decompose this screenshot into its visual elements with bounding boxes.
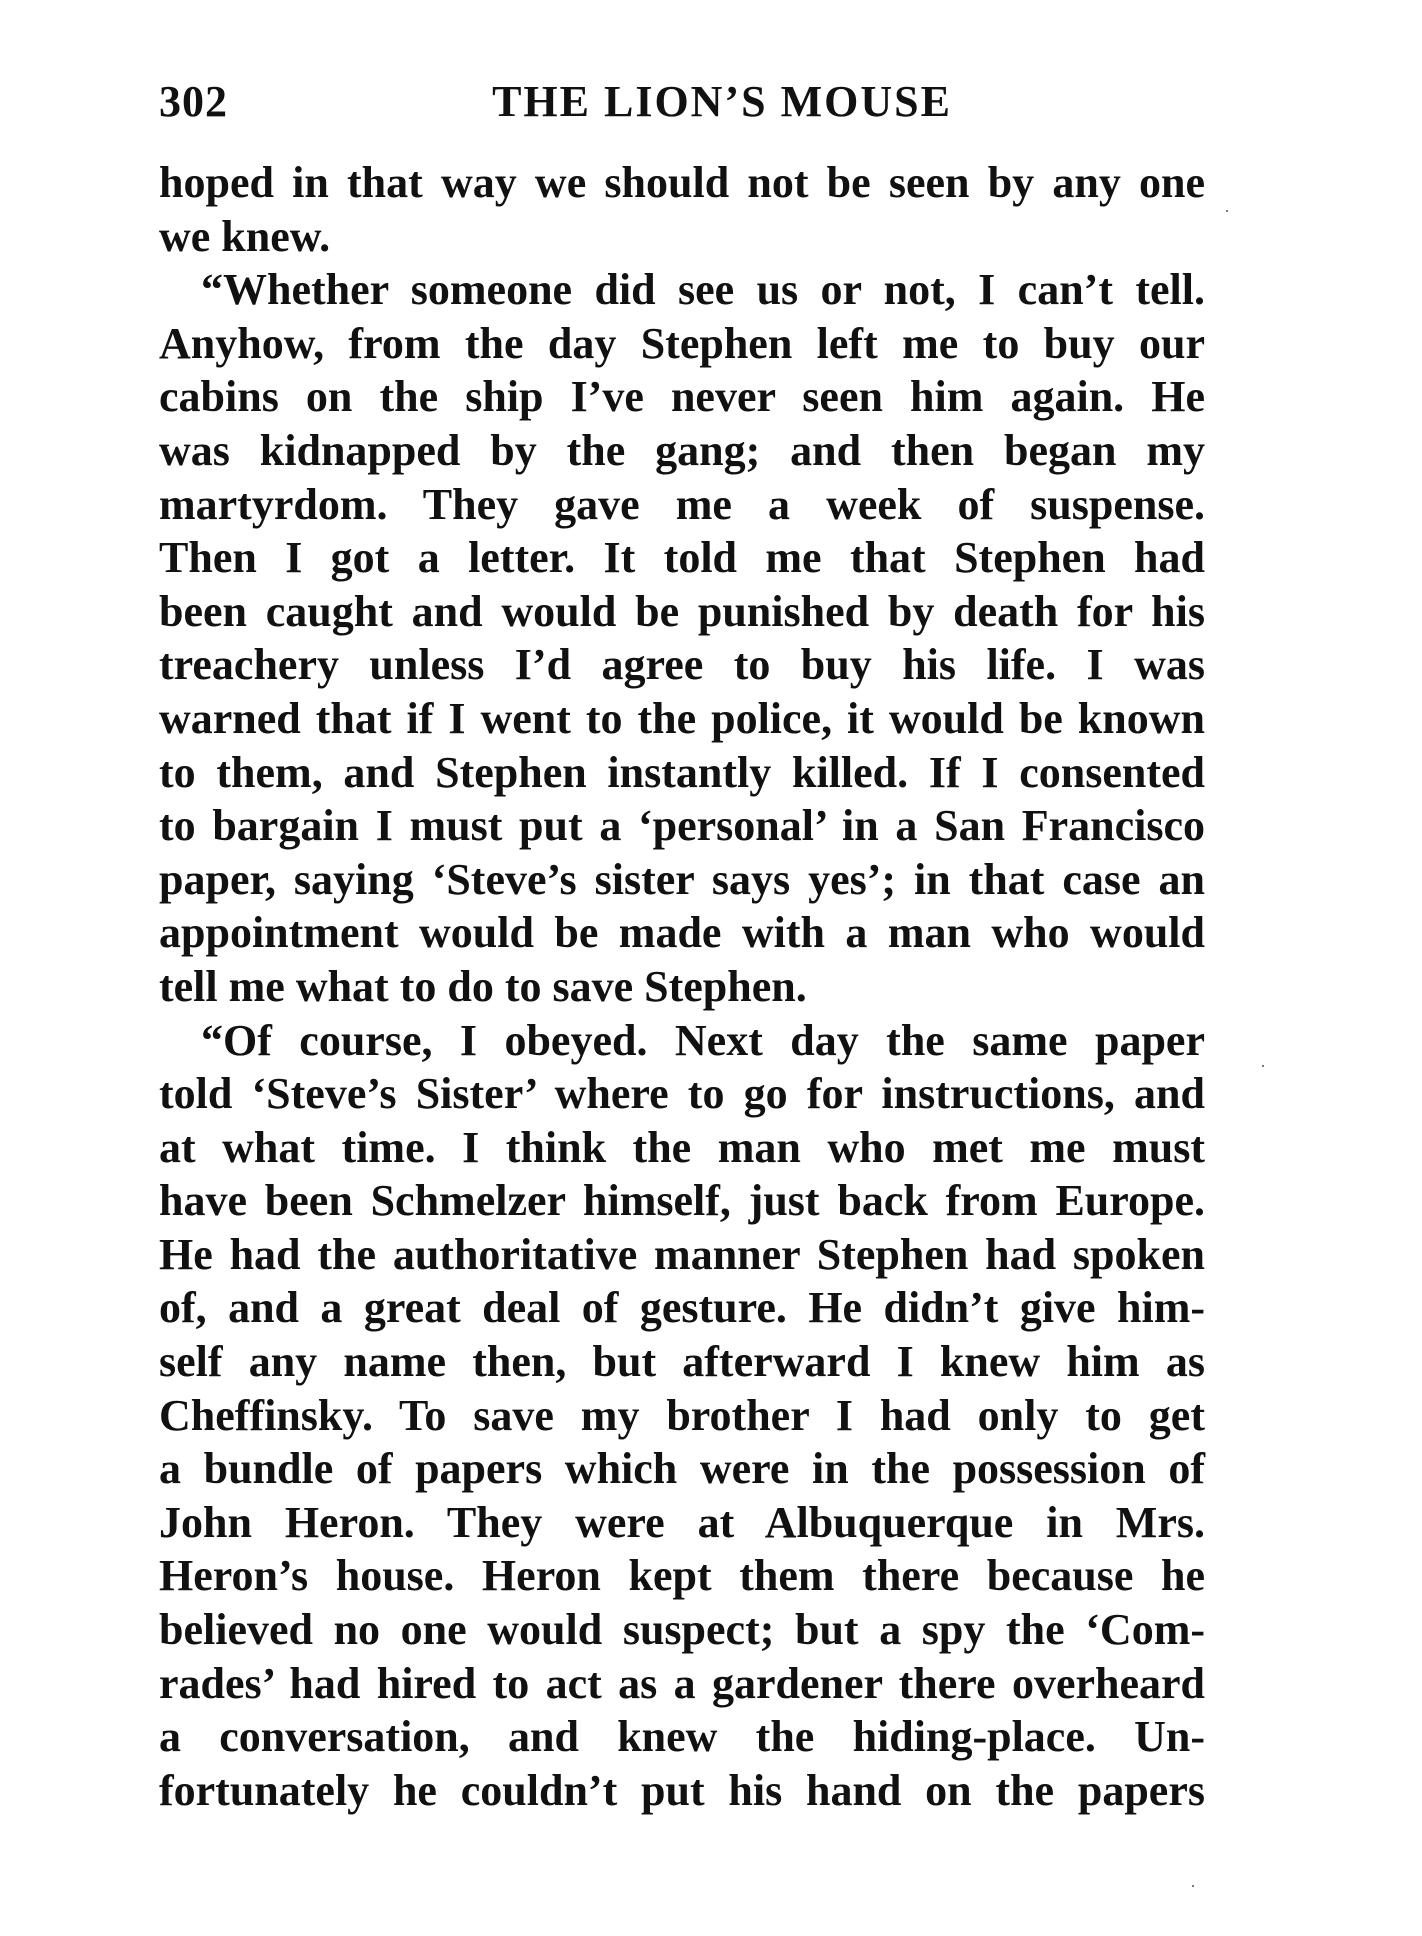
text-line: cabins on the ship I’ve never seen him again. He (159, 372, 1205, 422)
body-text (159, 156, 1205, 1817)
text-line: He had the authoritative manner Stephen had spoken (159, 1229, 1205, 1279)
text-line: a conversation, and knew the hiding-place. Un- (159, 1712, 1205, 1762)
text-line: to bargain I must put a ‘personal’ in a San Francisco (159, 801, 1205, 851)
text-line: “Of course, I obeyed. Next day the same paper (201, 1015, 1205, 1065)
text-line: Heron’s house. Heron kept them there because he (159, 1551, 1205, 1601)
text-line: to them, and Stephen instantly killed. If I consented (159, 747, 1205, 797)
text-line: was kidnapped by the gang; and then began my (159, 425, 1205, 475)
text-line: martyrdom. They gave me a week of suspense. (159, 479, 1205, 529)
text-line: treachery unless I’d agree to buy his life. I was (159, 640, 1205, 690)
scan-speck (1192, 1885, 1194, 1887)
text-line: believed no one would suspect; but a spy the ‘Com- (159, 1605, 1205, 1655)
text-line: have been Schmelzer himself, just back from Europe. (159, 1176, 1205, 1226)
page-number: 302 (159, 77, 228, 126)
scan-speck (1226, 210, 1228, 212)
text-line: Then I got a letter. It told me that Stephen had (159, 533, 1205, 583)
book-title: THE LION’S MOUSE (492, 77, 952, 126)
text-line: fortunately he couldn’t put his hand on the papers (159, 1765, 1205, 1815)
running-head (159, 76, 1205, 134)
text-line: been caught and would be punished by death for his (159, 586, 1205, 636)
text-line: John Heron. They were at Albuquerque in Mrs. (159, 1497, 1205, 1547)
text-line: appointment would be made with a man who would (159, 908, 1205, 958)
text-line: tell me what to do to save Stephen. (159, 961, 807, 1011)
text-line: paper, saying ‘Steve’s sister says yes’; in that case an (159, 854, 1205, 904)
text-line: at what time. I think the man who met me must (159, 1122, 1205, 1172)
text-line: we knew. (159, 211, 331, 261)
text-line: hoped in that way we should not be seen by any one (159, 158, 1205, 207)
scan-speck (1262, 1065, 1264, 1067)
text-line: warned that if I went to the police, it would be known (159, 693, 1205, 743)
text-line: rades’ had hired to act as a gardener there overheard (159, 1658, 1205, 1708)
text-line: Anyhow, from the day Stephen left me to buy our (159, 318, 1205, 368)
text-line: “Whether someone did see us or not, I can’t tell. (201, 265, 1205, 315)
text-line: of, and a great deal of gesture. He didn’t give him- (159, 1283, 1205, 1333)
text-line: Cheffinsky. To save my brother I had only to get (159, 1390, 1205, 1440)
text-line: a bundle of papers which were in the possession of (159, 1444, 1205, 1494)
text-line: self any name then, but afterward I knew him as (159, 1337, 1205, 1387)
text-line: told ‘Steve’s Sister’ where to go for instructions, and (159, 1069, 1205, 1119)
